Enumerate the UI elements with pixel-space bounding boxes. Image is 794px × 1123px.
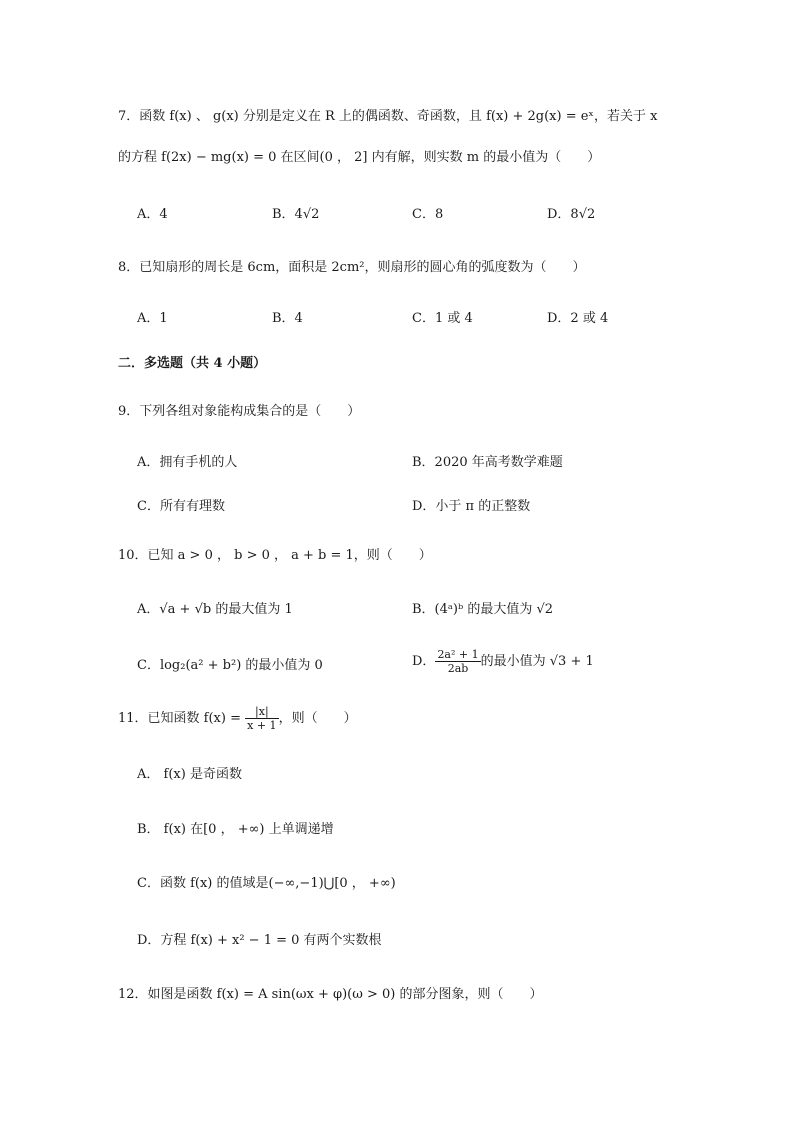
q8-option-c: C．1 或 4 [412,311,473,326]
section-heading-multiple-choice: 二．多选题（共 4 小题） [118,356,267,371]
q7-option-d: D．8√2 [547,207,596,222]
q10-option-b: B．(4ᵃ)ᵇ 的最大值为 √2 [412,602,554,617]
q11-stem [118,705,357,732]
q7-option-c: C．8 [412,207,444,222]
q11-fraction [245,705,278,732]
q7-stem-line1: 7．函数 f(x) 、 g(x) 分别是定义在 R 上的偶函数、奇函数，且 f(x) + 2g(x) = eˣ，若关于 x [118,109,658,124]
q9-option-d: D．小于 π 的正整数 [412,499,531,514]
q10-option-c: C．log₂(a² + b²) 的最小值为 0 [137,658,323,673]
q12-stem: 12．如图是函数 f(x) = A sin(ωx + φ)(ω > 0) 的部分图象，则（ ） [118,987,543,1002]
q7-stem-line2: 的方程 f(2x) − mg(x) = 0 在区间(0 ， 2] 内有解，则实数 m 的最小值为（ ） [118,150,601,165]
q10-option-d-prefix: D． [412,654,436,669]
q7-option-a: A．4 [137,207,168,222]
q11-option-c: C．函数 f(x) 的值域是(−∞,−1)⋃[0 ， +∞) [137,876,396,891]
q10-option-d-numerator: 2a² + 1 [437,648,479,661]
q10-stem: 10．已知 a > 0 ， b > 0 ， a + b = 1，则（ ） [118,548,432,563]
q8-stem: 8．已知扇形的周长是 6cm，面积是 2cm²，则扇形的圆心角的弧度数为（ ） [118,260,586,275]
q11-numerator: |x| [245,705,278,719]
q10-option-d-suffix: 的最小值为 √3 + 1 [480,654,594,669]
q7-option-b: B．4√2 [272,207,320,222]
q9-stem: 9．下列各组对象能构成集合的是（ ） [118,404,361,419]
q11-option-d: D．方程 f(x) + x² − 1 = 0 有两个实数根 [137,933,382,948]
q10-option-d-denominator: 2ab [447,662,469,675]
q11-option-a: A． f(x) 是奇函数 [137,767,242,782]
q11-denominator: x + 1 [247,719,277,732]
q9-option-b: B．2020 年高考数学难题 [412,455,563,470]
q10-option-d-fraction [435,648,480,675]
q8-option-d: D．2 或 4 [547,311,609,326]
q9-option-c: C．所有有理数 [137,499,225,514]
q11-option-b: B． f(x) 在[0 ， +∞) 上单调递增 [137,822,334,837]
q11-stem-prefix: 11．已知函数 f(x) = [118,711,241,726]
q10-option-a: A．√a + √b 的最大值为 1 [137,602,293,617]
q8-option-b: B．4 [272,311,303,326]
q11-stem-suffix: ，则（ ） [278,711,357,726]
q10-option-d [412,648,594,675]
q9-option-a: A．拥有手机的人 [137,455,238,470]
q8-option-a: A．1 [137,311,168,326]
